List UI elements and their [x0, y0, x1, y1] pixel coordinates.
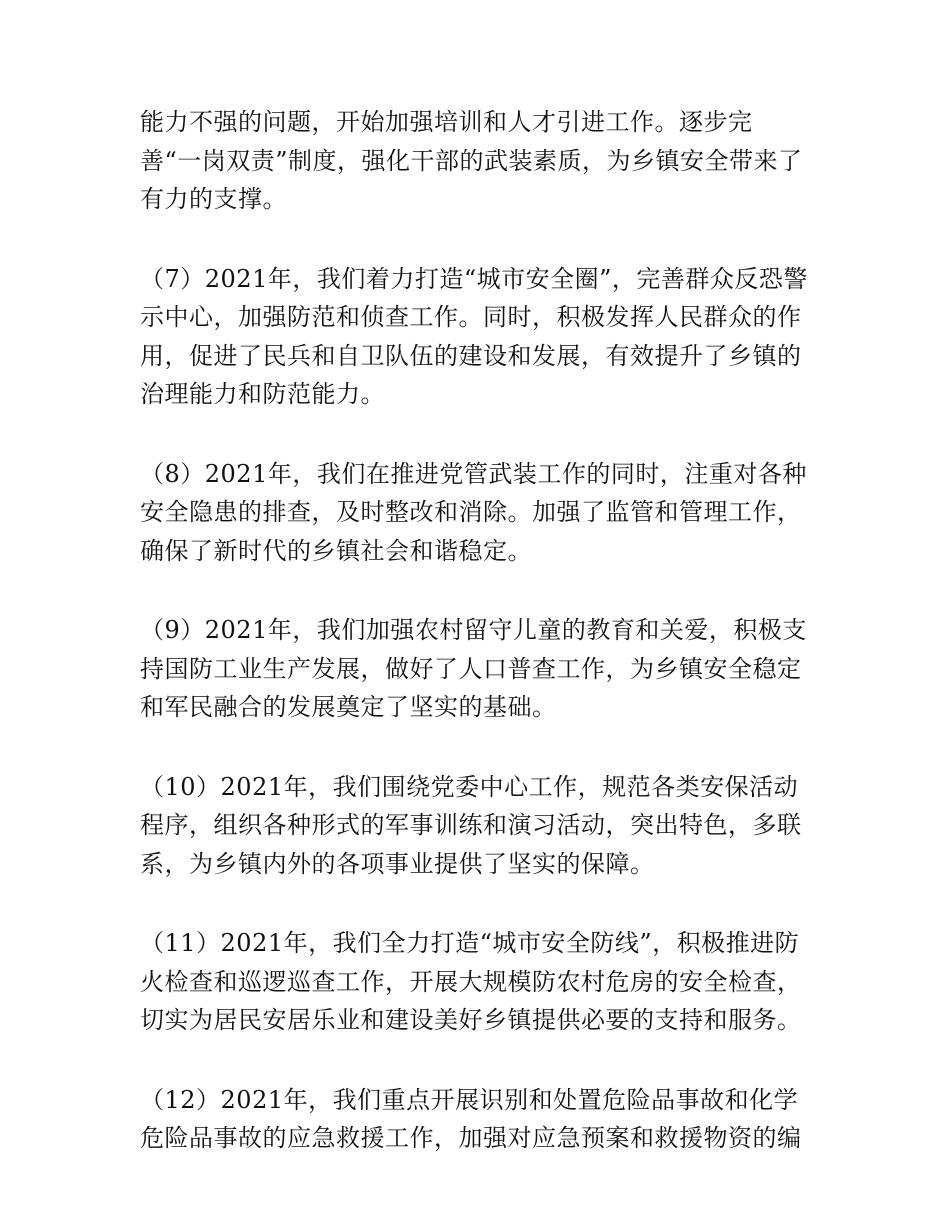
paragraph-5: （10）2021年，我们围绕党委中心工作，规范各类安保活动程序，组织各种形式的军事训练和演习活动，突出特色，多联系，为乡镇内外的各项事业提供了坚实的保障。	[140, 772, 802, 878]
paragraph-1: 能力不强的问题，开始加强培训和人才引进工作。逐步完善“一岗双责”制度，强化干部的武装素质，为乡镇安全带来了有力的支撑。	[140, 108, 803, 213]
paragraph-6: （11）2021年，我们全力打造“城市安全防线”，积极推进防火检查和巡逻巡查工作，开展大规模防农村危房的安全检查，切实为居民安居乐业和建设美好乡镇提供必要的支持和服务。	[140, 929, 802, 1034]
paragraph-3: （8）2021年，我们在推进党管武装工作的同时，注重对各种安全隐患的排查，及时整改和消除。加强了监管和管理工作，确保了新时代的乡镇社会和谐稳定。	[140, 459, 807, 565]
paragraph-4: （9）2021年，我们加强农村留守儿童的教育和关爱，积极支持国防工业生产发展，做好了人口普查工作，为乡镇安全稳定和军民融合的发展奠定了坚实的基础。	[140, 616, 807, 721]
paragraph-2: （7）2021年，我们着力打造“城市安全圈”，完善群众反恐警示中心，加强防范和侦查工作。同时，积极发挥人民群众的作用，促进了民兵和自卫队伍的建设和发展，有效提升了乡镇的治理能力和防范能力。	[140, 264, 808, 408]
paragraph-7: （12）2021年，我们重点开展识别和处置危险品事故和化学危险品事故的应急救援工作，加强对应急预案和救援物资的编	[140, 1085, 802, 1152]
document-body	[140, 103, 812, 1158]
